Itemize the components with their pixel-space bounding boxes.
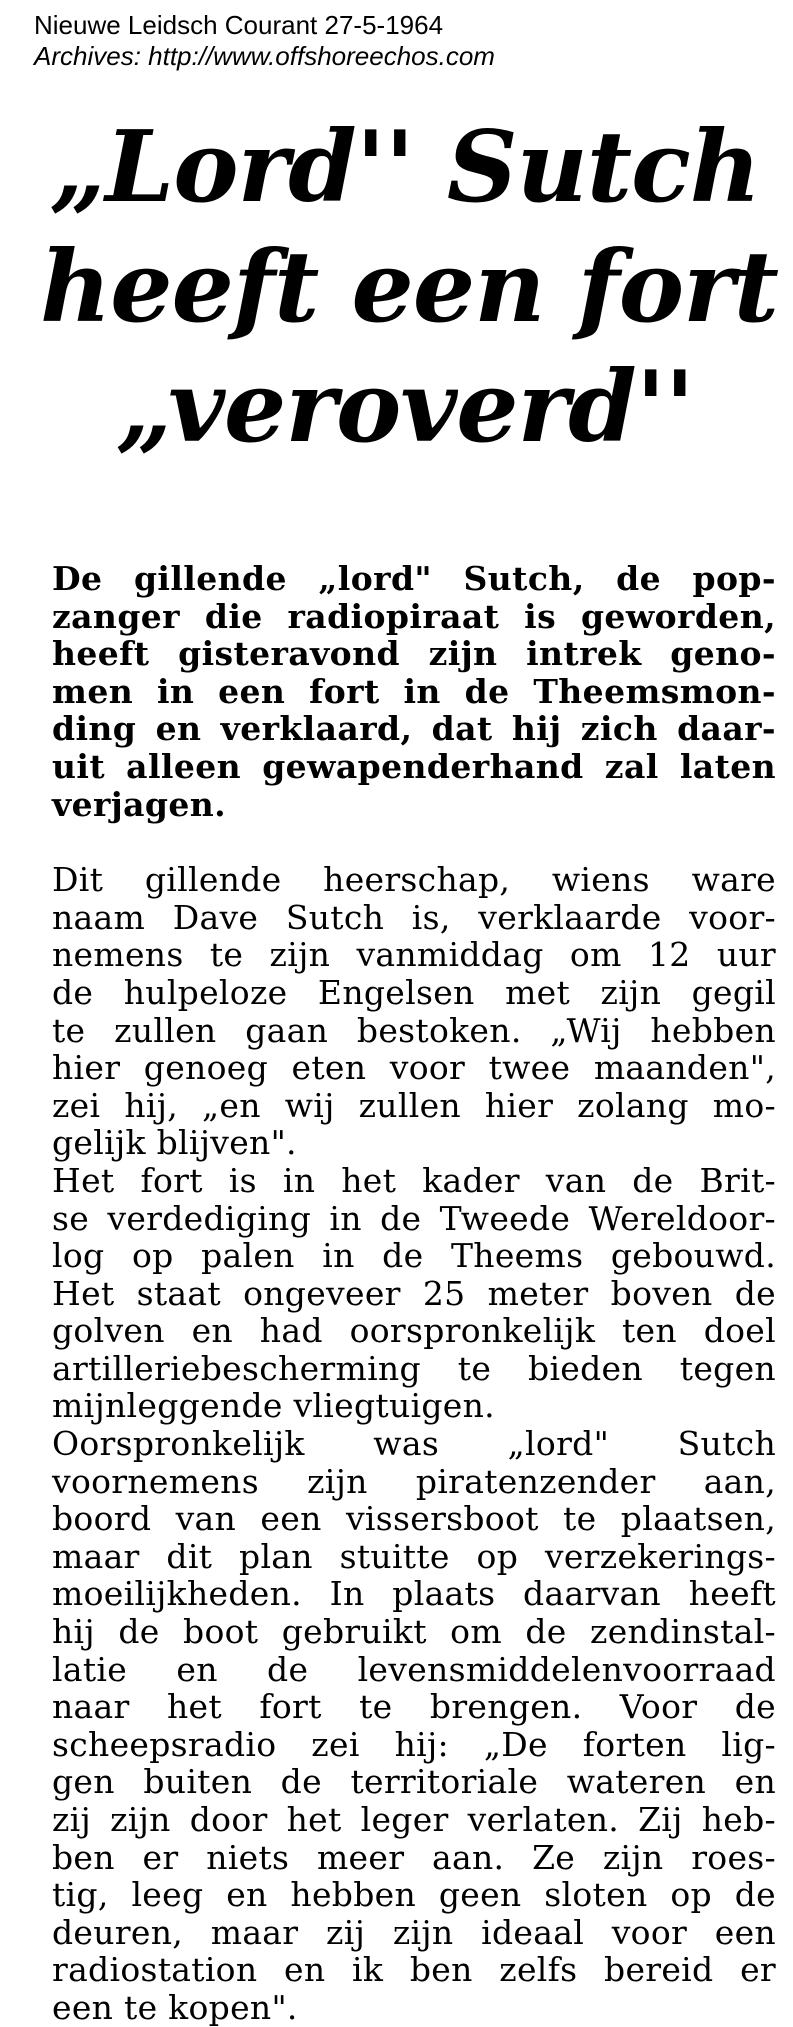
text-line: latie en de levensmiddelenvoorraad xyxy=(52,1649,776,1689)
text-line: radiostation en ik ben zelfs bereid er xyxy=(52,1950,776,1990)
text-line: deuren, maar zij zijn ideaal voor een xyxy=(52,1912,776,1952)
text-line: log op palen in de Theems gebouwd. xyxy=(52,1236,776,1276)
text-line: zij zijn door het leger verlaten. Zij heb- xyxy=(52,1800,776,1839)
text-line: se verdediging in de Tweede Wereldoor- xyxy=(52,1198,776,1238)
text-line: naam Dave Sutch is, verklaarde voor- xyxy=(52,897,776,937)
text-line: mijnleggende vliegtuigen. xyxy=(52,1386,495,1426)
text-line: nemens te zijn vanmiddag om 12 uur xyxy=(52,935,776,975)
text-line: golven en had oorspronkelijk ten doel xyxy=(52,1311,776,1351)
text-line: ben er niets meer aan. Ze zijn roes- xyxy=(52,1837,776,1877)
text-line: voornemens zijn piratenzender aan, xyxy=(52,1461,776,1501)
text-line: Het staat ongeveer 25 meter boven de xyxy=(52,1273,776,1313)
newspaper-citation: Nieuwe Leidsch Courant 27-5-1964 xyxy=(34,10,444,40)
text-line: hij de boot gebruikt om de zendinstal- xyxy=(52,1612,776,1652)
text-line: moeilijkheden. In plaats daarvan heeft xyxy=(52,1574,776,1614)
text-line: verjagen. xyxy=(52,784,227,824)
text-line: boord van een vissersboot te plaatsen, xyxy=(52,1499,776,1539)
text-line: Dit gillende heerschap, wiens ware xyxy=(52,860,776,900)
clipping-source xyxy=(34,10,495,72)
text-line: gelijk blijven". xyxy=(52,1123,297,1163)
text-line: maar dit plan stuitte op verzekerings- xyxy=(52,1536,776,1576)
article-headline xyxy=(40,108,778,468)
text-line: de hulpeloze Engelsen met zijn gegil xyxy=(52,972,776,1012)
text-line: gen buiten de territoriale wateren en xyxy=(52,1762,776,1802)
text-line: tig, leeg en hebben geen sloten op de xyxy=(52,1875,776,1915)
text-line: artilleriebescherming te bieden tegen xyxy=(52,1348,776,1388)
text-line: hier genoeg eten voor twee maanden", xyxy=(52,1048,776,1088)
text-line: uit alleen gewapenderhand zal laten xyxy=(52,746,776,786)
text-line: heeft gisteravond zijn intrek geno- xyxy=(52,634,776,674)
text-line: Het fort is in het kader van de Brit- xyxy=(52,1160,776,1200)
archive-citation: Archives: http://www.offshoreechos.com xyxy=(34,41,495,71)
text-line: naar het fort te brengen. Voor de xyxy=(52,1687,776,1727)
lead-paragraph xyxy=(52,560,776,823)
article-text xyxy=(52,560,776,2027)
text-line: men in een fort in de Theemsmon- xyxy=(52,671,776,711)
headline-line: heeft een fort xyxy=(40,230,778,345)
body-paragraphs xyxy=(52,861,776,2026)
text-line: zei hij, „en wij zullen hier zolang mo- xyxy=(52,1085,776,1125)
headline-line: „veroverd'' xyxy=(116,350,694,465)
text-line: te zullen gaan bestoken. „Wij hebben xyxy=(52,1010,776,1050)
text-line: De gillende „lord" Sutch, de pop- xyxy=(52,559,776,598)
text-line: een te kopen". xyxy=(52,1987,298,2027)
text-line: ding en verklaard, dat hij zich daar- xyxy=(52,709,776,749)
text-line: zanger die radiopiraat is geworden, xyxy=(52,596,776,636)
text-line: Oorspronkelijk was „lord" Sutch xyxy=(52,1424,776,1464)
paragraph-gap xyxy=(52,823,776,861)
headline-line: „Lord'' Sutch xyxy=(49,110,761,225)
text-line: scheepsradio zei hij: „De forten lig- xyxy=(52,1724,776,1764)
